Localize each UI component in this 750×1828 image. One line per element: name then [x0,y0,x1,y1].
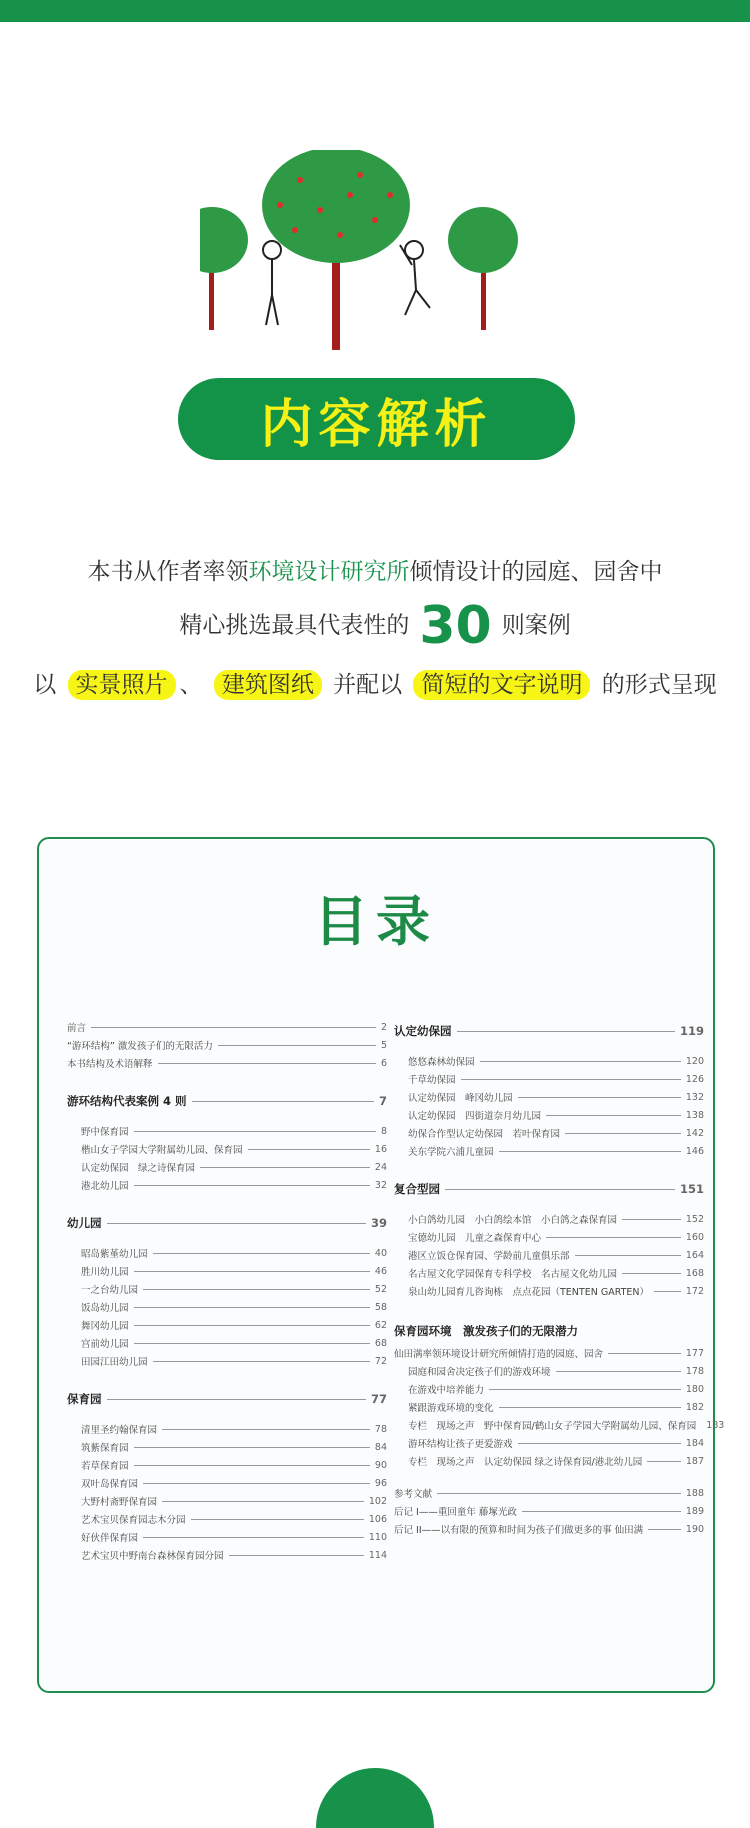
toc-leader [556,1371,681,1372]
toc-page-number: 90 [374,1459,387,1471]
toc-entry-title: 艺术宝贝保育园志木分园 [81,1515,186,1526]
toc-entry-title: 后记 II——以有限的预算和时间为孩子们做更多的事 仙田满 [394,1525,644,1536]
toc-leader [499,1151,681,1152]
toc-entry-title: 在游戏中培养能力 [408,1385,485,1396]
toc-page-number: 96 [374,1477,387,1489]
toc-page-number: 146 [685,1145,704,1157]
toc-entry [394,1024,704,1038]
highlight-photos: 实景照片 [68,670,176,700]
toc-entry [394,1248,704,1262]
toc-page-number: 188 [685,1487,704,1499]
toc-leader [134,1325,370,1326]
toc-page-number: 39 [370,1216,387,1230]
toc-entry-title: 若草保育园 [81,1461,129,1472]
toc-entry-title: 小白鸽幼儿园 小白鸽绘本馆 小白鸽之森保育园 [408,1215,618,1226]
toc-entry-title: “游环结构” 激发孩子们的无限活力 [67,1041,213,1052]
intro-highlight-green: 环境设计研究所 [248,559,410,585]
toc-leader [437,1493,681,1494]
intro-text: 以 [33,672,57,698]
toc-page-number: 138 [685,1109,704,1121]
toc-entry-title: 专栏 现场之声 认定幼保园 绿之诗保育园/港北幼儿园 [408,1457,643,1468]
toc-entry [394,1212,704,1226]
toc-entry [394,1364,704,1378]
intro-text: 本书从作者率领 [87,559,249,585]
toc-entry-title: 游环结构让孩子更爱游戏 [408,1439,513,1450]
toc-leader [518,1097,681,1098]
toc-entry [67,1512,387,1526]
toc-leader [457,1031,675,1032]
toc-leader [134,1185,370,1186]
highlight-drawings: 建筑图纸 [214,670,322,700]
toc-page-number: 184 [685,1437,704,1449]
toc-entry [67,1246,387,1260]
toc-entry [394,1486,704,1500]
toc-entry [394,1284,704,1298]
toc-entry-title: 千草幼保园 [408,1075,456,1086]
toc-entry [67,1458,387,1472]
toc-entry [394,1182,704,1196]
toc-page-number: 106 [368,1513,387,1525]
toc-leader [200,1167,370,1168]
toc-entry-title: 参考文献 [394,1489,433,1500]
toc-leader [461,1079,681,1080]
toc-leader [654,1291,681,1292]
toc-page-number: 177 [685,1347,704,1359]
toc-page-number: 8 [380,1125,387,1137]
toc-entry-title: 幼儿园 [67,1216,102,1230]
toc-entry [67,1476,387,1490]
toc-leader [575,1255,681,1256]
toc-entry-title: 园庭和园舍决定孩子们的游戏环境 [408,1367,551,1378]
toc-entry-title: 楷山女子学园大学附属幼儿园、保育园 [81,1145,243,1156]
toc-leader [134,1271,370,1272]
intro-text: 并配以 [333,672,403,698]
toc-page-number: 5 [380,1039,387,1051]
toc-entry-title: 宫前幼儿园 [81,1339,129,1350]
toc-leader [153,1253,370,1254]
toc-entry [67,1160,387,1174]
toc-page-number: 151 [679,1182,704,1196]
intro-line-2 [0,596,750,656]
toc-page-number: 72 [374,1355,387,1367]
top-bar [0,0,750,22]
toc-entry-title: 认定幼保园 峰冈幼儿园 [408,1093,513,1104]
toc-leader [134,1343,370,1344]
toc-page-number: 178 [685,1365,704,1377]
toc-leader [91,1027,376,1028]
toc-entry-title: 幼保合作型认定幼保园 若叶保育园 [408,1129,561,1140]
toc-leader [565,1133,681,1134]
toc-page-number: 46 [374,1265,387,1277]
toc-leader [445,1189,675,1190]
toc-leader [192,1101,374,1102]
toc-leader [153,1361,370,1362]
toc-leader [162,1429,370,1430]
intro-text: 倾情设计的园庭、园舍中 [409,559,663,585]
toc-entry [67,1094,387,1108]
toc-leader [218,1045,376,1046]
toc-leader [489,1389,681,1390]
toc-page-number: 84 [374,1441,387,1453]
toc-leader [158,1063,376,1064]
toc-entry [394,1346,704,1360]
toc-entry-title: 胜川幼儿园 [81,1267,129,1278]
intro-text: 的形式呈现 [601,672,717,698]
toc-leader [143,1483,370,1484]
toc-entry-title: 悠悠森林幼保园 [408,1057,475,1068]
toc-leader [522,1511,681,1512]
toc-page-number: 180 [685,1383,704,1395]
toc-page-number: 160 [685,1231,704,1243]
toc-page-number: 78 [374,1423,387,1435]
toc-entry [67,1530,387,1544]
toc-page-number: 58 [374,1301,387,1313]
toc-entry-title: 宝德幼儿园 儿童之森保育中心 [408,1233,542,1244]
toc-page-number: 6 [380,1057,387,1069]
toc-page-number: 52 [374,1283,387,1295]
toc-entry [394,1324,704,1338]
toc-entry [394,1144,704,1158]
toc-entry-title: 港区立饭仓保育园、学龄前儿童俱乐部 [408,1251,570,1262]
toc-leader [248,1149,370,1150]
toc-page-number: 114 [368,1549,387,1561]
toc-entry [67,1124,387,1138]
toc-leader [143,1537,364,1538]
toc-entry [67,1318,387,1332]
toc-leader [162,1501,364,1502]
toc-page-number: 183 [706,1419,725,1431]
toc-leader [546,1115,681,1116]
toc-leader [608,1353,681,1354]
toc-page-number: 187 [685,1455,704,1467]
toc-page-number: 102 [368,1495,387,1507]
toc-entry [394,1454,704,1468]
toc-entry-title: 本书结构及术语解释 [67,1059,153,1070]
toc-entry [67,1392,387,1406]
toc-page-number: 142 [685,1127,704,1139]
toc-page-number: 190 [685,1523,704,1535]
toc-page-number: 110 [368,1531,387,1543]
toc-page-number: 24 [374,1161,387,1173]
toc-page-number: 40 [374,1247,387,1259]
toc-entry-title: 保育园 [67,1392,102,1406]
toc-entry [67,1440,387,1454]
toc-entry-title: 大野村斋野保育园 [81,1497,158,1508]
toc-entry [67,1494,387,1508]
toc-page-number: 189 [685,1505,704,1517]
toc-entry [394,1400,704,1414]
intro-text: 则案例 [501,612,571,639]
toc-entry-title: 认定幼保园 绿之诗保育园 [81,1163,196,1174]
toc-entry-title: 清里圣约翰保育园 [81,1425,158,1436]
intro-line-3 [0,666,750,699]
toc-title: 目录 [314,890,438,953]
highlight-text-notes: 简短的文字说明 [413,670,590,700]
toc-page-number: 2 [380,1021,387,1033]
toc-leader [134,1447,370,1448]
intro-text: 、 [179,672,203,698]
toc-page-number: 62 [374,1319,387,1331]
toc-leader [648,1529,681,1530]
toc-entry-title: 前言 [67,1023,87,1034]
toc-entry [394,1108,704,1122]
toc-entry [394,1418,725,1432]
toc-entry-title: 紧跟游戏环境的变化 [408,1403,494,1414]
toc-entry-title: 野中保育园 [81,1127,129,1138]
toc-page-number: 182 [685,1401,704,1413]
toc-leader [134,1131,376,1132]
toc-leader [622,1219,681,1220]
toc-page-number: 32 [374,1179,387,1191]
toc-page-number: 164 [685,1249,704,1261]
toc-page-number: 68 [374,1337,387,1349]
toc-page-number: 120 [685,1055,704,1067]
toc-entry-title: 认定幼保园 [394,1024,452,1038]
toc-entry [394,1436,704,1450]
toc-leader [134,1307,370,1308]
toc-entry [394,1126,704,1140]
toc-entry [67,1282,387,1296]
toc-entry-title: 筑紫保育园 [81,1443,129,1454]
case-count: 30 [419,596,492,656]
toc-leader [134,1465,370,1466]
toc-page-number: 132 [685,1091,704,1103]
toc-entry [394,1504,704,1518]
toc-entry [67,1178,387,1192]
toc-entry [67,1300,387,1314]
toc-entry [394,1522,704,1536]
toc-entry [67,1336,387,1350]
toc-entry-title: 田园江田幼儿园 [81,1357,148,1368]
toc-entry [67,1216,387,1230]
toc-entry [394,1382,704,1396]
toc-page-number: 168 [685,1267,704,1279]
toc-entry-title: 泉山幼儿园育儿咨询栋 点点花园（TENTEN GARTEN） [408,1287,650,1298]
toc-entry [67,1264,387,1278]
toc-entry [394,1230,704,1244]
toc-entry-title: 港北幼儿园 [81,1181,129,1192]
toc-entry-title: 昭岛紫堇幼儿园 [81,1249,148,1260]
toc-leader [546,1237,681,1238]
section-badge-label: 内容解析 [260,394,493,455]
toc-entry-title: 关东学院六浦儿童园 [408,1147,494,1158]
toc-page-number: 7 [378,1094,387,1108]
section-badge [178,378,575,460]
toc-entry [67,1020,387,1034]
toc-entry-title: 游环结构代表案例 4 则 [67,1094,187,1108]
toc-leader [107,1399,366,1400]
toc-entry-title: 复合型园 [394,1182,440,1196]
toc-entry-title: 保育园环境 激发孩子们的无限潜力 [394,1324,578,1338]
intro-line-1 [0,553,750,586]
toc-entry [67,1142,387,1156]
toc-entry [394,1266,704,1280]
toc-leader [143,1289,370,1290]
toc-entry [67,1056,387,1070]
toc-entry [67,1038,387,1052]
toc-card [37,837,725,1693]
toc-entry-title: 仙田满率领环境设计研究所倾情打造的园庭、园舍 [394,1349,604,1360]
intro-text: 精心挑选最具代表性的 [179,612,410,639]
toc-entry [67,1354,387,1368]
toc-leader [191,1519,364,1520]
toc-page-number: 152 [685,1213,704,1225]
toc-leader [499,1407,681,1408]
toc-leader [229,1555,364,1556]
trees-and-children-illustration [200,150,550,360]
toc-page-number: 119 [679,1024,704,1038]
toc-entry-title: 一之台幼儿园 [81,1285,139,1296]
toc-entry [67,1422,387,1436]
toc-entry-title: 后记 I——重回童年 藤塚光政 [394,1507,517,1518]
toc-page-number: 16 [374,1143,387,1155]
toc-entry [394,1072,704,1086]
toc-entry-title: 认定幼保园 四街道奈月幼儿园 [408,1111,542,1122]
toc-entry-title: 舞冈幼儿园 [81,1321,129,1332]
toc-page-number: 77 [370,1392,387,1406]
toc-leader [518,1443,681,1444]
toc-entry-title: 艺术宝贝中野南台森林保育园分园 [81,1551,224,1562]
bottom-badge-edge [316,1768,434,1828]
toc-page-number: 126 [685,1073,704,1085]
toc-leader [480,1061,681,1062]
toc-entry [394,1090,704,1104]
toc-entry-title: 专栏 现场之声 野中保育园/鹤山女子学园大学附属幼儿园、保育园 [408,1421,697,1432]
toc-page-number: 172 [685,1285,704,1297]
toc-entry-title: 双叶岛保育园 [81,1479,139,1490]
toc-entry-title: 名古屋文化学园保育专科学校 名古屋文化幼儿园 [408,1269,618,1280]
toc-entry [67,1548,387,1562]
toc-leader [622,1273,681,1274]
toc-leader [647,1461,681,1462]
toc-leader [107,1223,366,1224]
toc-entry-title: 好伙伴保育园 [81,1533,139,1544]
toc-entry [394,1054,704,1068]
toc-entry-title: 饭岛幼儿园 [81,1303,129,1314]
